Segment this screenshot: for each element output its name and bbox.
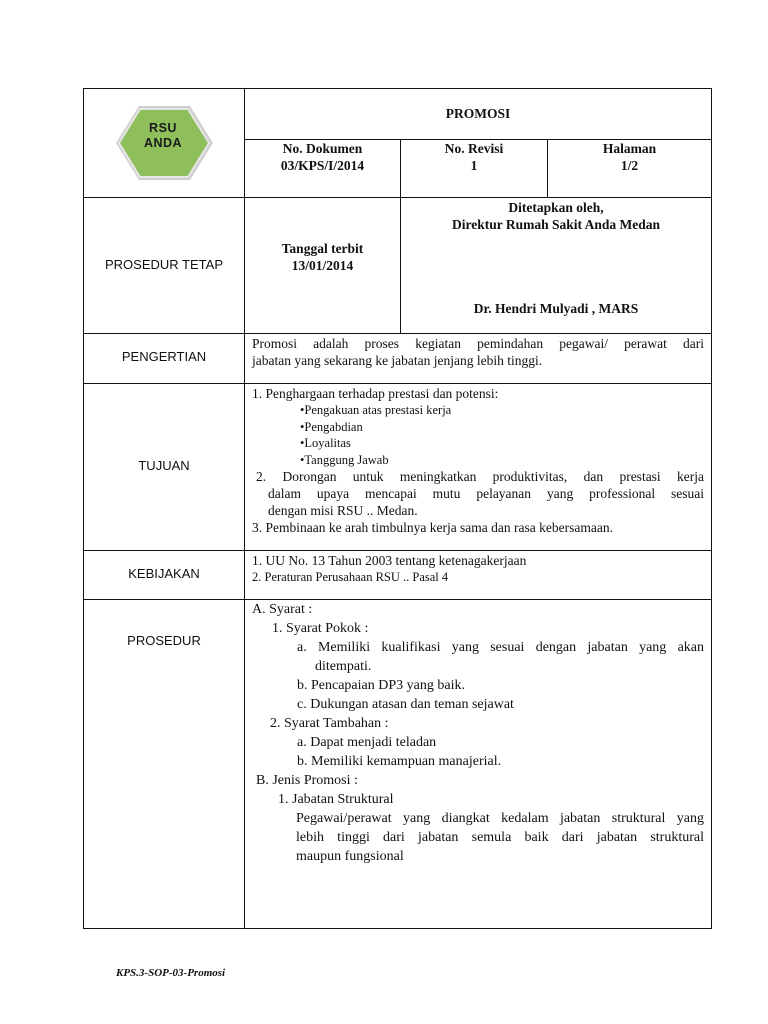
syarat-pokok-a-line-1: a. Memiliki kualifikasi yang sesuai dengan jabatan yang akan: [297, 640, 704, 655]
revision-cell: [401, 140, 547, 174]
list-item: •Loyalitas: [300, 436, 351, 450]
page-label: Halaman: [602, 141, 657, 156]
protap-label: PROSEDUR TETAP: [105, 257, 223, 272]
document-title: PROMOSI: [445, 106, 511, 121]
tujuan-item-3: 3. Pembinaan ke arah timbulnya kerja sama dan rasa kebersamaan.: [252, 520, 613, 535]
kebijakan-body: [252, 552, 704, 586]
prosedur-label: PROSEDUR: [127, 633, 201, 648]
tujuan-bullets: [252, 402, 704, 468]
pengertian-line-1: Promosi adalah proses kegiatan pemindahan pegawai/ perawat dari: [252, 336, 704, 351]
hospital-logo: [110, 103, 216, 183]
page-value: 1/2: [620, 158, 639, 173]
signer-name: Dr. Hendri Mulyadi , MARS: [473, 301, 639, 316]
doc-number-cell: [245, 140, 400, 174]
syarat-tambahan: 2. Syarat Tambahan :: [270, 716, 389, 731]
kebijakan-item-2: 2. Peraturan Perusahaan RSU .. Pasal 4: [252, 570, 449, 584]
syarat-heading: A. Syarat :: [252, 602, 313, 617]
syarat-pokok: 1. Syarat Pokok :: [272, 621, 369, 636]
tujuan-label: TUJUAN: [138, 458, 190, 473]
jabatan-struktural-line-2: lebih tinggi dari jabatan semula baik dari jabatan struktural: [296, 830, 704, 845]
list-item: •Tanggung Jawab: [300, 452, 389, 467]
tujuan-item-2: 2. Dorongan untuk meningkatkan produktivitas, dan prestasi kerja dalam upaya mencapai mutu pelayanan yang professional sesuai dengan misi RSU .. Medan.: [256, 469, 704, 518]
issue-date-value: 13/01/2014: [291, 258, 354, 273]
tujuan-item-1: 1. Penghargaan terhadap prestasi dan potensi:: [252, 386, 499, 401]
issue-date-cell: [245, 240, 400, 274]
footer-doc-code: KPS.3-SOP-03-Promosi: [116, 967, 226, 979]
syarat-tambahan-b: b. Memiliki kemampuan manajerial.: [297, 754, 502, 769]
doc-number-label: No. Dokumen: [282, 141, 363, 156]
jabatan-struktural: 1. Jabatan Struktural: [278, 792, 394, 807]
pengertian-line-2: jabatan yang sekarang ke jabatan jenjang lebih tinggi.: [252, 353, 543, 368]
logo-line-1: RSU: [149, 121, 177, 135]
syarat-pokok-c: c. Dukungan atasan dan teman sejawat: [297, 697, 514, 712]
list-item: •Pengabdian: [300, 419, 363, 434]
list-item: •Pengakuan atas prestasi kerja: [300, 403, 452, 417]
approval-cell: [401, 199, 711, 233]
doc-number-value: 03/KPS/I/2014: [280, 158, 365, 173]
revision-value: 1: [470, 158, 478, 173]
pengertian-body: [252, 335, 704, 369]
syarat-pokok-b: b. Pencapaian DP3 yang baik.: [297, 678, 465, 693]
kebijakan-item-1: 1. UU No. 13 Tahun 2003 tentang ketenagakerjaan: [252, 553, 527, 568]
pengertian-label: PENGERTIAN: [121, 349, 207, 364]
jenis-promosi-heading: B. Jenis Promosi :: [256, 773, 358, 788]
logo-line-2: ANDA: [143, 136, 183, 150]
prosedur-body: [252, 600, 704, 866]
syarat-tambahan-a: a. Dapat menjadi teladan: [297, 735, 437, 750]
revision-label: No. Revisi: [444, 141, 504, 156]
set-by-text: Ditetapkan oleh,: [508, 200, 604, 215]
jabatan-struktural-line-1: Pegawai/perawat yang diangkat kedalam jabatan struktural yang: [296, 811, 704, 826]
page-cell: [548, 140, 711, 174]
director-text: Direktur Rumah Sakit Anda Medan: [451, 217, 661, 232]
issue-date-label: Tanggal terbit: [281, 241, 364, 256]
syarat-pokok-a-line-2: ditempati.: [315, 659, 372, 674]
tujuan-body: [252, 385, 704, 536]
kebijakan-label: KEBIJAKAN: [128, 566, 200, 581]
jabatan-struktural-line-3: maupun fungsional: [296, 849, 404, 864]
